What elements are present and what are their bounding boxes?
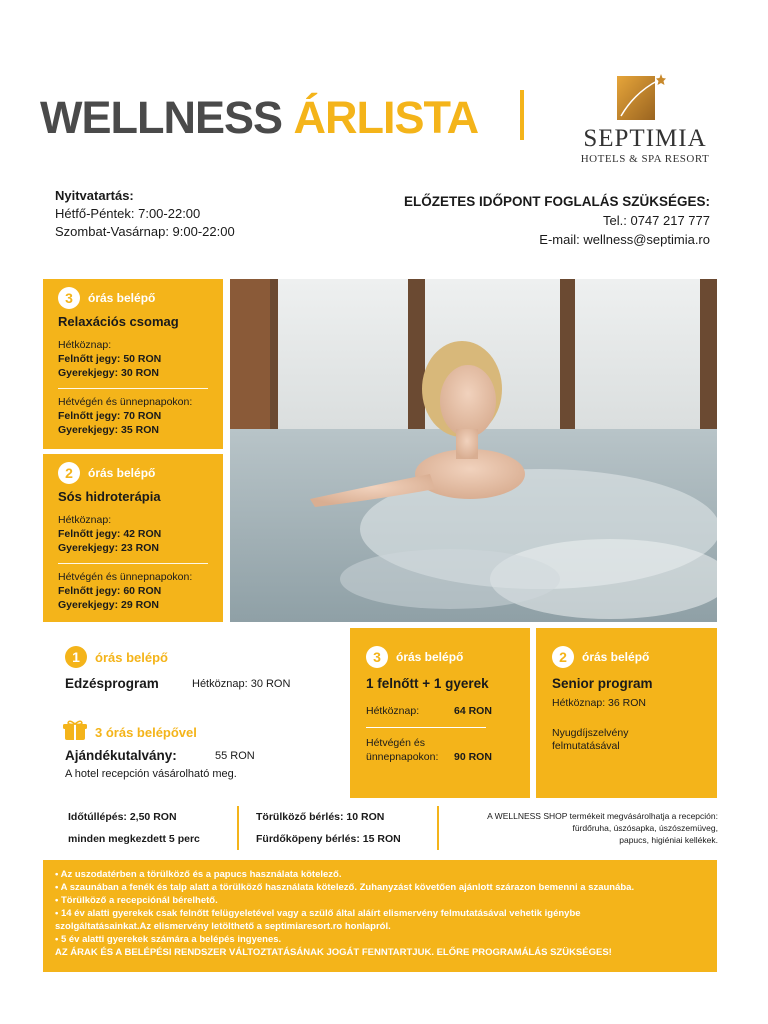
badge-text: órás belépő — [582, 650, 650, 664]
senior-note-line1: Nyugdíjszelvény — [552, 727, 629, 739]
package-name: Sós hidroterápia — [58, 489, 161, 504]
gym-name: Edzésprogram — [65, 676, 159, 691]
voucher-badge — [63, 719, 197, 746]
hours-number-badge: 2 — [58, 462, 80, 484]
title-wellness: WELLNESS — [40, 92, 283, 143]
towel-rental: Törülköző bérlés: 10 RON — [256, 811, 385, 823]
package-relaxation — [43, 279, 223, 449]
weekday-price: 64 RON — [454, 705, 492, 717]
weekday-adult-price: Felnőtt jegy: 50 RON — [58, 353, 162, 365]
rule-line: • Törülköző a recepciónál bérelhető. — [55, 895, 218, 906]
weekend-price: 90 RON — [454, 751, 492, 763]
rules-box — [43, 860, 717, 972]
rule-line: szolgáltatásainkat.Az elismervény letölthető a septimiaresort.ro honlapról. — [55, 921, 391, 932]
rule-line: • A szaunában a fenék és talp alatt a törülköző használata kötelező. Zuhanyzást követően ajánlott szárazon bemenni a szaunába. — [55, 882, 635, 893]
rule-line: • Az uszodatérben a törülköző és a papucs használata kötelező. — [55, 869, 342, 880]
weekday-child-price: Gyerekjegy: 23 RON — [58, 542, 159, 554]
weekend-adult-price: Felnőtt jegy: 70 RON — [58, 410, 162, 422]
package-name: 1 felnőtt + 1 gyerek — [366, 676, 489, 691]
weekday-label: Hétköznap: — [58, 514, 112, 526]
hours-number-badge: 2 — [552, 646, 574, 668]
rule-line: AZ ÁRAK ÉS A BELÉPÉSI RENDSZER VÁLTOZTATÁSÁNAK JOGÁT FENNTARTJUK. ELŐRE PROGRAMÁLÁS SZÜKSÉGES! — [55, 947, 612, 958]
package-name: Relaxációs csomag — [58, 314, 179, 329]
senior-note-line2: felmutatásával — [552, 740, 620, 752]
booking-info — [404, 192, 710, 249]
badge-text: órás belépő — [95, 649, 168, 665]
weekend-label: Hétvégén és ünnepnapokon: — [58, 571, 193, 583]
shop-line3: papucs, higiéniai kellékek. — [619, 835, 718, 845]
booking-email: E-mail: wellness@septimia.ro — [539, 232, 710, 247]
package-senior — [536, 628, 717, 798]
booking-phone: Tel.: 0747 217 777 — [603, 213, 710, 228]
package-family — [350, 628, 530, 798]
divider — [437, 806, 439, 850]
weekday-adult-price: Felnőtt jegy: 42 RON — [58, 528, 162, 540]
spa-photo — [230, 279, 717, 622]
rule-line: • 5 év alatti gyerekek számára a belépés ingyenes. — [55, 934, 282, 945]
shop-line1: A WELLNESS SHOP termékeit megvásárolhatja a recepción: — [487, 811, 718, 821]
rental-info — [256, 806, 401, 850]
title-arlista: ÁRLISTA — [293, 92, 479, 143]
wellness-shop-info — [440, 810, 718, 846]
title-divider — [520, 90, 524, 140]
weekday-label: Hétköznap: — [58, 339, 112, 351]
package-salt-hydrotherapy — [43, 454, 223, 622]
booking-title: ELŐZETES IDŐPONT FOGLALÁS SZÜKSÉGES: — [403, 194, 710, 209]
shop-line2: fürdőruha, úszósapka, úszószemüveg, — [572, 823, 718, 833]
brand-name: SEPTIMIA — [583, 125, 707, 152]
senior-price: Hétköznap: 36 RON — [552, 697, 646, 709]
package-name: Senior program — [552, 676, 653, 691]
overtime-info — [68, 806, 200, 850]
brand-subtitle: HOTELS & SPA RESORT — [580, 153, 710, 165]
hours-number-badge: 3 — [58, 287, 80, 309]
divider — [237, 806, 239, 850]
overtime-note: minden megkezdett 5 perc — [68, 833, 200, 845]
weekend-child-price: Gyerekjegy: 35 RON — [58, 424, 159, 436]
gift-icon — [63, 719, 87, 746]
badge-text: órás belépő — [396, 650, 464, 664]
hours-weekdays: Hétfő-Péntek: 7:00-22:00 — [55, 206, 201, 221]
hours-number-badge: 1 — [65, 646, 87, 668]
divider — [58, 563, 208, 564]
weekend-label: Hétvégén és ünnepnapokon: — [58, 396, 193, 408]
overtime-price: Időtúllépés: 2,50 RON — [68, 811, 177, 823]
badge-text: órás belépő — [88, 466, 156, 480]
divider — [58, 388, 208, 389]
hours-weekend: Szombat-Vasárnap: 9:00-22:00 — [55, 224, 235, 239]
voucher-price: 55 RON — [215, 750, 255, 762]
gym-badge — [65, 646, 168, 668]
voucher-name: Ajándékutalvány: — [65, 748, 177, 763]
badge-text: 3 órás belépővel — [95, 725, 197, 740]
page-title — [40, 92, 478, 144]
weekend-child-price: Gyerekjegy: 29 RON — [58, 599, 159, 611]
weekend-label-line1: Hétvégén és — [366, 737, 425, 749]
weekend-adult-price: Felnőtt jegy: 60 RON — [58, 585, 162, 597]
voucher-note: A hotel recepción vásárolható meg. — [65, 768, 237, 780]
divider — [366, 727, 486, 728]
weekday-child-price: Gyerekjegy: 30 RON — [58, 367, 159, 379]
rule-line: • 14 év alatti gyerekek csak felnőtt felügyeletével vagy a szülő által aláírt elismervény felmutatásával vehetik igénybe — [55, 908, 581, 919]
opening-hours — [55, 187, 235, 241]
hours-number-badge: 3 — [366, 646, 388, 668]
weekday-label: Hétköznap: — [366, 705, 420, 717]
badge-text: órás belépő — [88, 291, 156, 305]
weekend-label-line2: ünnepnapokon: — [366, 751, 439, 763]
robe-rental: Fürdőköpeny bérlés: 15 RON — [256, 833, 401, 845]
hours-label: Nyitvatartás: — [55, 188, 134, 203]
septimia-logo-icon — [615, 72, 667, 124]
gym-price: Hétköznap: 30 RON — [192, 678, 291, 690]
